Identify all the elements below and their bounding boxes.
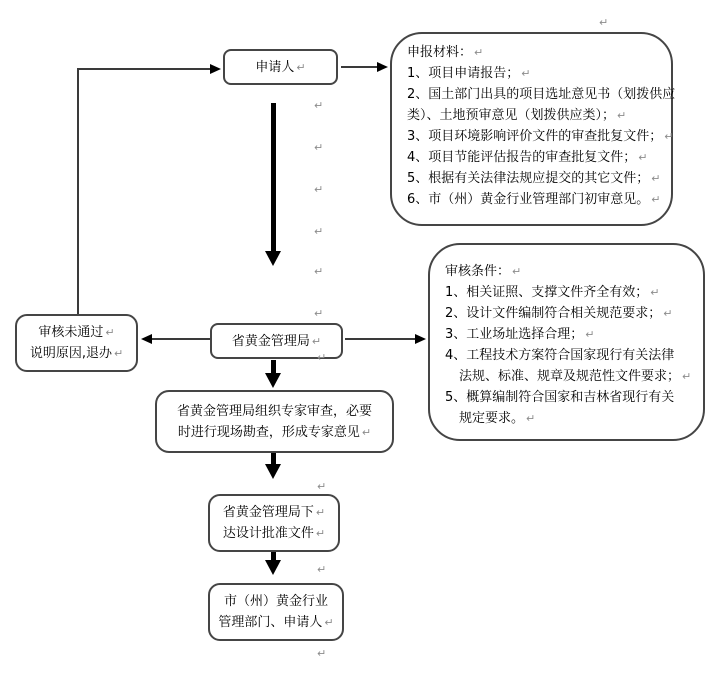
text-line: 1、相关证照、支撑文件齐全有效； ↵ bbox=[445, 285, 660, 300]
applicant-node bbox=[223, 49, 338, 85]
text-line: 省黄金管理局组织专家审查，必要 bbox=[176, 403, 372, 419]
paragraph-mark: ↵ bbox=[315, 506, 326, 519]
text-line: 1、项目申请报告； ↵ bbox=[407, 66, 531, 81]
paragraph-mark: ↵ bbox=[315, 527, 326, 540]
connector-applicant-to-materials bbox=[341, 66, 378, 68]
text-line: 类）、土地预审意见（划拨供应类）； ↵ bbox=[407, 108, 627, 123]
paragraph-mark: ↵ bbox=[650, 286, 660, 299]
text-line: 省黄金管理局下 ↵ bbox=[222, 505, 326, 520]
connector-reject-to-applicant-horizontal bbox=[77, 68, 211, 70]
paragraph-mark: ↵ bbox=[317, 480, 327, 493]
paragraph-mark: ↵ bbox=[664, 130, 674, 143]
paragraph-mark: ↵ bbox=[663, 307, 673, 320]
paragraph-mark: ↵ bbox=[682, 370, 692, 383]
conditions-note bbox=[428, 243, 705, 441]
text-line: 4、项目节能评估报告的审查批复文件； ↵ bbox=[407, 150, 648, 165]
text-line: 法规、标准、规章及规范性文件要求； ↵ bbox=[459, 369, 692, 384]
connector-bureau-to-reject bbox=[152, 338, 210, 340]
paragraph-mark: ↵ bbox=[317, 351, 327, 364]
expert-review-node bbox=[155, 390, 394, 453]
paragraph-mark: ↵ bbox=[314, 225, 324, 238]
paragraph-mark: ↵ bbox=[474, 46, 484, 59]
arrowhead-into-approval-icon bbox=[265, 464, 281, 479]
connector-reject-to-applicant-vertical bbox=[77, 69, 79, 314]
paragraph-mark: ↵ bbox=[296, 60, 306, 74]
paragraph-mark: ↵ bbox=[314, 307, 324, 320]
arrowhead-into-expert-icon bbox=[265, 373, 281, 388]
paragraph-mark: ↵ bbox=[324, 616, 334, 629]
arrowhead-into-applicant-icon bbox=[210, 64, 221, 74]
paragraph-mark: ↵ bbox=[638, 151, 648, 164]
paragraph-mark: ↵ bbox=[361, 425, 372, 439]
approval-doc-node bbox=[208, 494, 340, 552]
text-line: 审核未通过 ↵ bbox=[38, 325, 115, 340]
text-line: 2、国土部门出具的项目选址意见书（划拨供应 bbox=[407, 87, 676, 102]
text-line: 5、概算编制符合国家和吉林省现行有关 bbox=[445, 390, 675, 405]
paragraph-mark: ↵ bbox=[512, 265, 522, 278]
reject-node bbox=[15, 314, 138, 372]
text-line: 说明原因,退办 ↵ bbox=[29, 346, 124, 361]
paragraph-mark: ↵ bbox=[105, 326, 115, 339]
text-line: 管理部门、申请人 ↵ bbox=[218, 615, 334, 630]
text-line: 3、工业场址选择合理； ↵ bbox=[445, 327, 595, 342]
paragraph-mark: ↵ bbox=[651, 193, 661, 206]
paragraph-mark: ↵ bbox=[651, 172, 661, 185]
paragraph-mark: ↵ bbox=[526, 412, 536, 425]
arrowhead-into-conditions-icon bbox=[415, 334, 426, 344]
text-line: 省黄金管理局 ↵ bbox=[231, 333, 322, 349]
arrowhead-into-bureau-icon bbox=[265, 251, 281, 266]
text-line: 时进行现场勘查，形成专家意见 ↵ bbox=[177, 424, 372, 440]
arrowhead-into-reject-icon bbox=[141, 334, 152, 344]
paragraph-mark: ↵ bbox=[521, 67, 531, 80]
connector-applicant-to-bureau-shaft bbox=[271, 103, 276, 252]
text-line: 市（州）黄金行业 bbox=[223, 594, 328, 609]
text-line: 规定要求。 ↵ bbox=[459, 411, 536, 426]
text-line: 5、根据有关法律法规应提交的其它文件； ↵ bbox=[407, 171, 661, 186]
text-line: 申报材料： ↵ bbox=[407, 45, 484, 60]
paragraph-mark: ↵ bbox=[585, 328, 595, 341]
paragraph-mark: ↵ bbox=[314, 99, 324, 112]
text-line: 3、项目环境影响评价文件的审查批复文件； ↵ bbox=[407, 129, 674, 144]
text-line: 2、设计文件编制符合相关规范要求； ↵ bbox=[445, 306, 673, 321]
text-line: 审核条件： ↵ bbox=[445, 264, 522, 279]
paragraph-mark: ↵ bbox=[113, 347, 124, 360]
paragraph-mark: ↵ bbox=[314, 265, 324, 278]
materials-note bbox=[390, 32, 676, 226]
paragraph-mark: ↵ bbox=[314, 183, 324, 196]
paragraph-mark: ↵ bbox=[599, 16, 609, 29]
text-line: 6、市（州）黄金行业管理部门初审意见。 ↵ bbox=[407, 192, 661, 207]
paragraph-mark: ↵ bbox=[317, 647, 327, 660]
paragraph-mark: ↵ bbox=[617, 109, 627, 122]
paragraph-mark: ↵ bbox=[311, 334, 322, 348]
connector-bureau-to-conditions bbox=[345, 338, 416, 340]
arrowhead-into-materials-icon bbox=[377, 62, 388, 72]
paragraph-mark: ↵ bbox=[314, 141, 324, 154]
arrowhead-into-city-icon bbox=[265, 560, 281, 575]
paragraph-mark: ↵ bbox=[317, 563, 327, 576]
text-line: 4、工程技术方案符合国家现行有关法律 bbox=[445, 348, 675, 363]
text-line: 达设计批准文件 ↵ bbox=[222, 526, 326, 541]
city-dept-node bbox=[208, 583, 344, 641]
text-line: 申请人 ↵ bbox=[255, 59, 306, 75]
